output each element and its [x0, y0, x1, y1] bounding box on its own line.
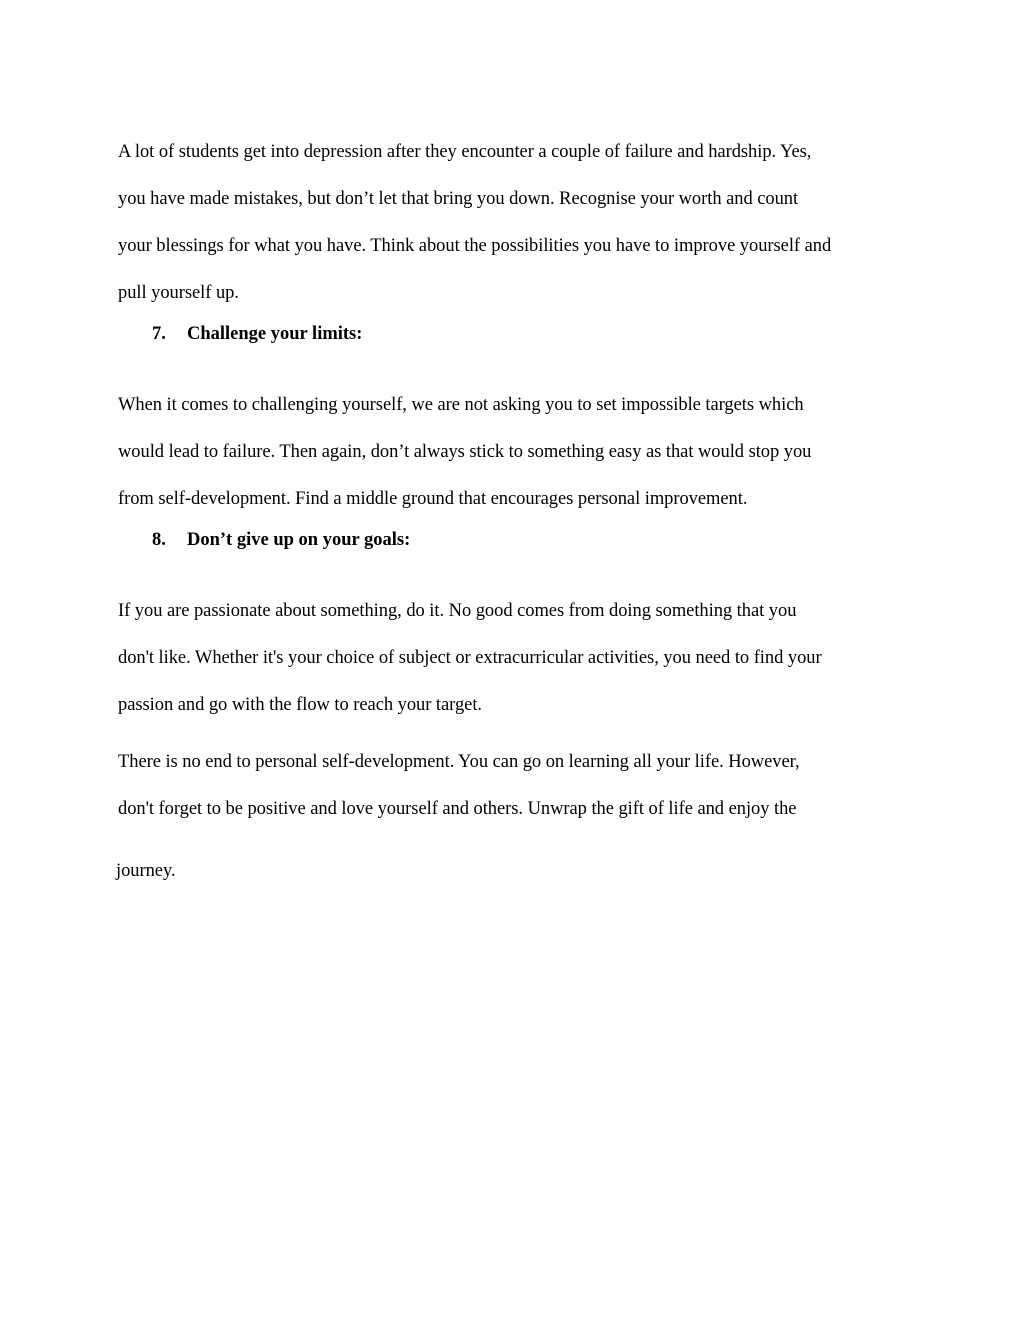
paragraph-line: journey. [116, 861, 176, 881]
heading-title: Don’t give up on your goals: [187, 530, 411, 550]
heading-title: Challenge your limits: [187, 324, 363, 344]
paragraph-line: There is no end to personal self-development. You can go on learning all your life. However, [118, 752, 800, 772]
heading-number: 8. [152, 530, 166, 550]
paragraph-line: don't like. Whether it's your choice of subject or extracurricular activities, you need to find your [118, 648, 822, 668]
paragraph-line: When it comes to challenging yourself, we are not asking you to set impossible targets which [118, 395, 804, 415]
heading-number: 7. [152, 324, 166, 344]
paragraph-line: passion and go with the flow to reach your target. [118, 695, 482, 715]
paragraph-line: would lead to failure. Then again, don’t always stick to something easy as that would stop you [118, 442, 812, 462]
paragraph-line: don't forget to be positive and love yourself and others. Unwrap the gift of life and enjoy the [118, 799, 797, 819]
paragraph-line: from self-development. Find a middle ground that encourages personal improvement. [118, 489, 748, 509]
paragraph-line: your blessings for what you have. Think about the possibilities you have to improve yourself and [118, 236, 832, 256]
section-heading-challenge-limits [152, 323, 552, 345]
paragraph-line: you have made mistakes, but don’t let that bring you down. Recognise your worth and count [118, 189, 799, 209]
paragraph-line: A lot of students get into depression after they encounter a couple of failure and hardship. Yes, [118, 142, 812, 162]
paragraph-line: If you are passionate about something, do it. No good comes from doing something that you [118, 601, 797, 621]
paragraph-line: pull yourself up. [118, 283, 239, 303]
section-heading-goals [152, 529, 552, 551]
